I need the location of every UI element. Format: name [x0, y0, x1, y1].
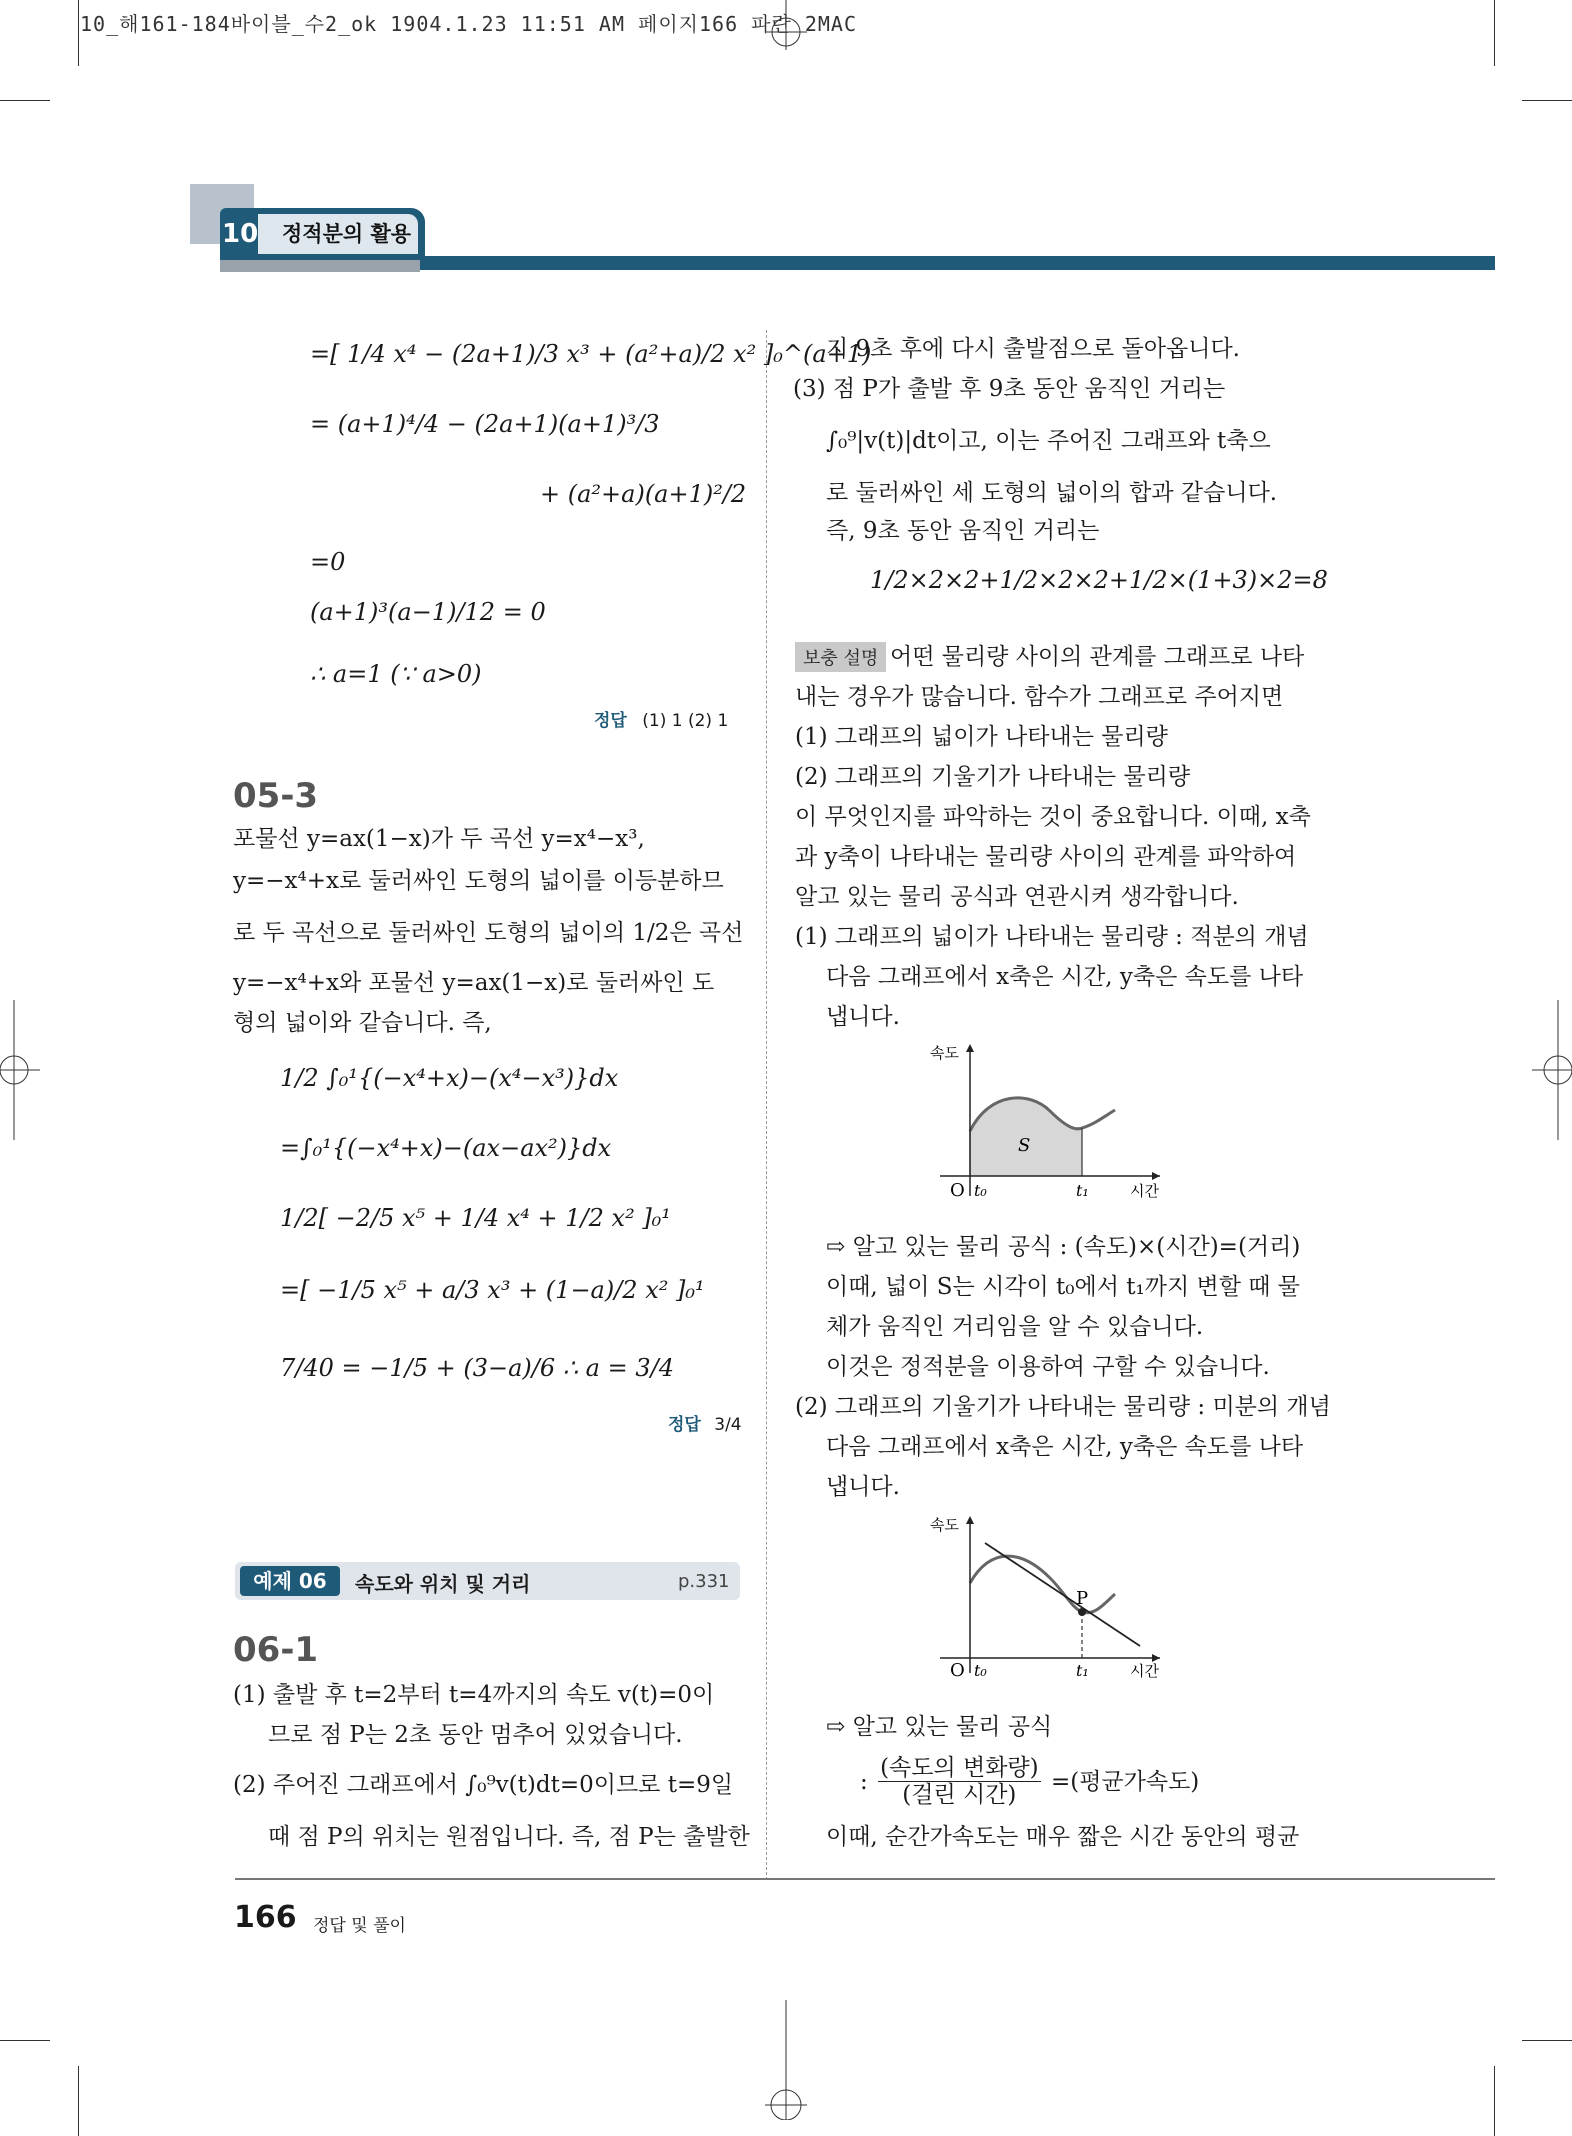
formula-numerator: (속도의 변화량)	[880, 1755, 1039, 1781]
mid-text-line: 이것은 정적분을 이용하여 구할 수 있습니다.	[826, 1354, 1270, 1380]
problem-text-line: 로 두 곡선으로 둘러싸인 도형의 넓이의 1/2은 곡선	[233, 920, 744, 946]
equation-line: 7/40 = −1/5 + (3−a)/6 ∴ a = 3/4	[280, 1354, 674, 1382]
x-axis-label: 시간	[1130, 1662, 1159, 1678]
print-info-line: 10_해161-184바이블_수2_ok 1904.1.23 11:51 AM 페이지166 파란 2MAC	[80, 12, 858, 36]
crop-mark	[1522, 2040, 1572, 2041]
last-text-line: 이때, 순간가속도는 매우 짧은 시간 동안의 평균	[826, 1824, 1300, 1850]
supp-text-line: (2) 그래프의 기울기가 나타내는 물리량	[795, 764, 1191, 790]
registration-mark-top	[765, 0, 807, 50]
supp-text-line: 다음 그래프에서 x축은 시간, y축은 속도를 나타	[826, 964, 1304, 990]
formula-rhs: =(평균가속도)	[1050, 1768, 1200, 1795]
y-axis-label: 속도	[930, 1516, 959, 1534]
crop-mark	[0, 2040, 50, 2041]
example-tag: 예제 06	[240, 1566, 340, 1596]
problem-number: 05-3	[233, 776, 319, 816]
supp-text-line: (1) 그래프의 넓이가 나타내는 물리량 : 적분의 개념	[795, 924, 1309, 950]
solution-text-line: ∫₀⁹|v(t)|dt이고, 이는 주어진 그래프와 t축으	[826, 428, 1271, 454]
mid-text-line: 체가 움직인 거리임을 알 수 있습니다.	[826, 1314, 1204, 1340]
chapter-number: 10	[222, 219, 259, 249]
supp-text-line: 내는 경우가 많습니다. 함수가 그래프로 주어지면	[795, 684, 1284, 710]
solution-text-line: (3) 점 P가 출발 후 9초 동안 움직인 거리는	[793, 376, 1226, 402]
footer-rule	[235, 1878, 1495, 1880]
footer-section: 정답 및 풀이	[313, 1916, 406, 1936]
t0-label: t₀	[974, 1661, 987, 1678]
mid-text-line: 냅니다.	[826, 1474, 900, 1500]
supp-text-line: 과 y축이 나타내는 물리량 사이의 관계를 파악하여	[795, 844, 1297, 870]
header-bar	[420, 256, 1495, 270]
point-label: P	[1076, 1588, 1089, 1609]
problem-text-line: (1) 출발 후 t=2부터 t=4까지의 속도 v(t)=0이	[233, 1682, 715, 1708]
problem-number: 06-1	[233, 1630, 319, 1670]
graph-area-velocity	[920, 1036, 1180, 1206]
t1-label: t₁	[1076, 1661, 1089, 1678]
solution-text-line: 지 9초 후에 다시 출발점으로 돌아옵니다.	[826, 336, 1240, 362]
equation-line: + (a²+a)(a+1)²/2	[540, 480, 747, 508]
crop-mark	[78, 0, 79, 66]
crop-mark	[1522, 100, 1572, 101]
x-axis-label: 시간	[1130, 1182, 1159, 1200]
equation-line: ∴ a=1 (∵ a>0)	[310, 660, 482, 688]
equation-line: =[ 1/4 x⁴ − (2a+1)/3 x³ + (a²+a)/2 x² ]₀^(a+1)	[310, 340, 872, 368]
supp-text-line: 이 무엇인지를 파악하는 것이 중요합니다. 이때, x축	[795, 804, 1311, 830]
registration-mark-left	[0, 1000, 40, 1140]
mid-text-line: 이때, 넓이 S는 시각이 t₀에서 t₁까지 변할 때 물	[826, 1274, 1300, 1300]
velocity-curve	[970, 1556, 1115, 1613]
problem-text-line: 포물선 y=ax(1−x)가 두 곡선 y=x⁴−x³,	[233, 826, 645, 852]
mid-text-line: 다음 그래프에서 x축은 시간, y축은 속도를 나타	[826, 1434, 1304, 1460]
answer-label: 정답	[594, 711, 627, 731]
mid-text-line: (2) 그래프의 기울기가 나타내는 물리량 : 미분의 개념	[795, 1394, 1331, 1420]
answer-1	[594, 706, 728, 731]
region-label: S	[1018, 1135, 1031, 1156]
origin-label: O	[950, 1180, 965, 1201]
equation-line: =0	[310, 548, 346, 576]
answer-label: 정답	[668, 1415, 701, 1435]
mid-text-line: ⇨ 알고 있는 물리 공식 : (속도)×(시간)=(거리)	[826, 1234, 1301, 1260]
equation-line: (a+1)³(a−1)/12 = 0	[310, 598, 546, 626]
supplementary-badge: 보충 설명	[795, 642, 886, 672]
supp-text-line: (1) 그래프의 넓이가 나타내는 물리량	[795, 724, 1168, 750]
t0-label: t₀	[974, 1181, 987, 1200]
answer-value: (1) 1 (2) 1	[642, 711, 729, 731]
supp-text-line: 냅니다.	[826, 1004, 900, 1030]
problem-text-line: y=−x⁴+x로 둘러싸인 도형의 넓이를 이등분하므	[233, 868, 724, 894]
graph-tangent-velocity	[920, 1508, 1180, 1678]
formula-intro: ⇨ 알고 있는 물리 공식	[826, 1714, 1053, 1740]
crop-mark	[1494, 2066, 1495, 2136]
equation-line: 1/2 ∫₀¹{(−x⁴+x)−(x⁴−x³)}dx	[280, 1064, 619, 1092]
equation-line: =∫₀¹{(−x⁴+x)−(ax−ax²)}dx	[280, 1134, 612, 1162]
supp-text-line: 알고 있는 물리 공식과 연관시켜 생각합니다.	[795, 884, 1239, 910]
crop-mark	[78, 2066, 79, 2136]
page-number: 166	[234, 1900, 297, 1935]
problem-text-line: (2) 주어진 그래프에서 ∫₀⁹v(t)dt=0이므로 t=9일	[233, 1772, 734, 1798]
registration-mark-right	[1532, 1000, 1572, 1140]
formula-fraction	[878, 1755, 1041, 1809]
problem-text-line: 때 점 P의 위치는 원점입니다. 즉, 점 P는 출발한	[268, 1824, 750, 1850]
tangent-point	[1078, 1608, 1086, 1616]
example-title: 속도와 위치 및 거리	[355, 1572, 531, 1596]
crop-mark	[0, 100, 50, 101]
problem-text-line: 형의 넓이와 같습니다. 즉,	[233, 1010, 492, 1036]
registration-mark-bottom	[765, 2000, 807, 2120]
problem-text-line: 므로 점 P는 2초 동안 멈추어 있었습니다.	[268, 1722, 683, 1748]
solution-text-line: 로 둘러싸인 세 도형의 넓이의 합과 같습니다.	[826, 480, 1278, 506]
formula-line: : $\frac{\text{(속도의 변화량)}}{\text{(걸린 시간)}}$ =(평균가속도)	[860, 1755, 1200, 1809]
example-page-ref: p.331	[678, 1571, 730, 1592]
answer-2	[668, 1410, 742, 1435]
supp-text-line: 어떤 물리량 사이의 관계를 그래프로 나타	[890, 644, 1305, 670]
column-divider	[766, 330, 767, 1880]
equation-line: = (a+1)⁴/4 − (2a+1)(a+1)³/3	[310, 410, 660, 438]
solution-text-line: 즉, 9초 동안 움직인 거리는	[826, 518, 1100, 544]
problem-text-line: y=−x⁴+x와 포물선 y=ax(1−x)로 둘러싸인 도	[233, 970, 715, 996]
equation-line: 1/2×2×2+1/2×2×2+1/2×(1+3)×2=8	[870, 566, 1328, 594]
origin-label: O	[950, 1660, 965, 1678]
equation-line: =[ −1/5 x⁵ + a/3 x³ + (1−a)/2 x² ]₀¹	[280, 1276, 705, 1304]
t1-label: t₁	[1076, 1181, 1089, 1200]
header-bar-gray	[220, 260, 420, 272]
answer-value: 3/4	[714, 1415, 742, 1435]
crop-mark	[1494, 0, 1495, 66]
formula-denominator: (걸린 시간)	[902, 1782, 1017, 1809]
equation-line: 1/2[ −2/5 x⁵ + 1/4 x⁴ + 1/2 x² ]₀¹	[280, 1204, 671, 1232]
chapter-title: 정적분의 활용	[282, 222, 412, 246]
y-axis-label: 속도	[930, 1044, 959, 1062]
tangent-line	[985, 1543, 1140, 1646]
